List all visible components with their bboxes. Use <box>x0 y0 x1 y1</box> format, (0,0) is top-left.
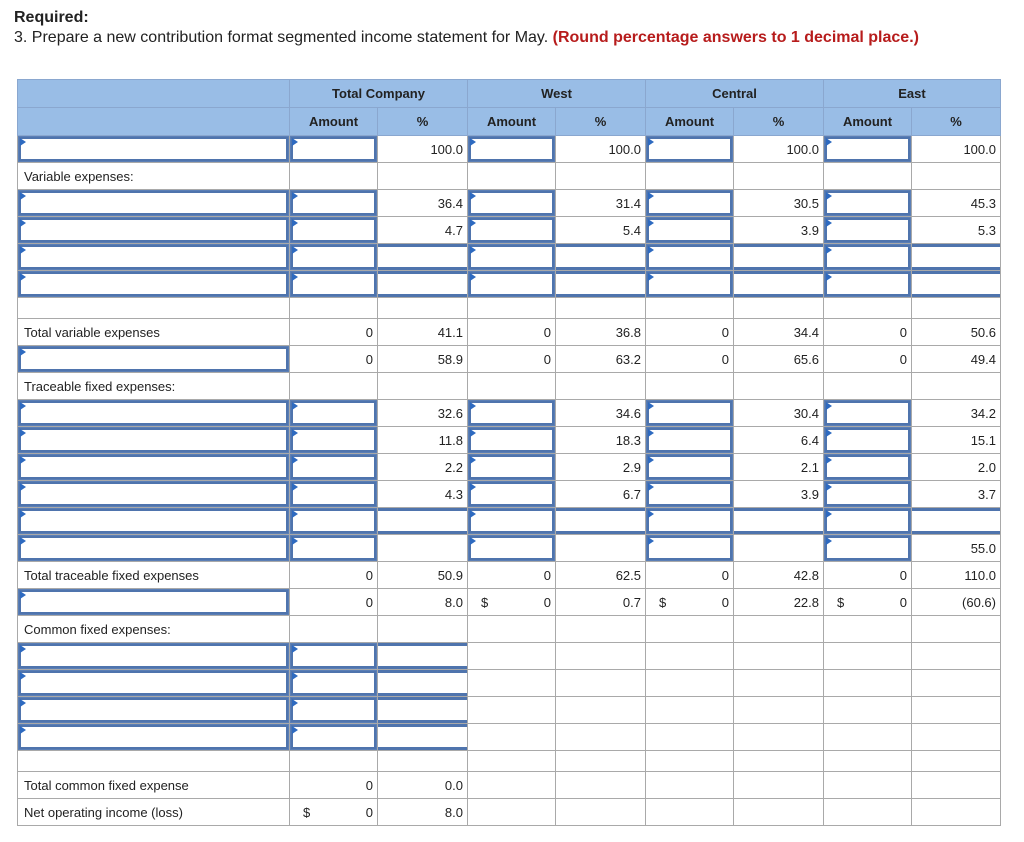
pct-value: 3.7 <box>912 481 1001 508</box>
amount-input[interactable] <box>290 271 378 298</box>
common-expense-row <box>18 643 1001 670</box>
col-pct: % <box>734 108 824 136</box>
label-input[interactable] <box>18 481 290 508</box>
amount-value <box>290 799 378 826</box>
amount-value: 0 <box>468 562 556 589</box>
col-pct: % <box>912 108 1001 136</box>
question-text: 3. Prepare a new contribution format segmented income statement for May. <box>14 29 549 46</box>
pct-value: 63.2 <box>556 346 646 373</box>
pct-value: 36.8 <box>556 319 646 346</box>
sales-row <box>18 136 1001 163</box>
amount-input[interactable] <box>646 244 734 271</box>
amount-input[interactable] <box>824 427 912 454</box>
total-common-label: Total common fixed expense <box>18 772 290 799</box>
amount-input[interactable] <box>290 697 378 724</box>
variable-expense-row <box>18 271 1001 298</box>
header-blank <box>18 108 290 136</box>
amount-input[interactable] <box>824 481 912 508</box>
pct-cell <box>378 643 468 670</box>
pct-value: 110.0 <box>912 562 1001 589</box>
amount-value: 0 <box>468 319 556 346</box>
pct-value: 18.3 <box>556 427 646 454</box>
total-common-row <box>18 772 1001 799</box>
pct-value: 62.5 <box>556 562 646 589</box>
rounding-instruction: (Round percentage answers to 1 decimal place.) <box>552 29 919 46</box>
common-expense-row <box>18 724 1001 751</box>
traceable-expense-row <box>18 427 1001 454</box>
segment-header-row <box>18 80 1001 108</box>
label-input[interactable] <box>18 454 290 481</box>
common-fixed-label: Common fixed expenses: <box>18 616 290 643</box>
label-input[interactable] <box>18 724 290 751</box>
currency-symbol: $ <box>303 805 311 820</box>
pct-cell <box>734 508 824 535</box>
amount-input[interactable] <box>290 454 378 481</box>
pct-value: 2.0 <box>912 454 1001 481</box>
variable-expense-row <box>18 190 1001 217</box>
pct-cell <box>912 271 1001 298</box>
amount-input[interactable] <box>646 136 734 163</box>
pct-value: 34.6 <box>556 400 646 427</box>
amount-value: 0 <box>290 772 378 799</box>
pct-value: 50.9 <box>378 562 468 589</box>
label-input[interactable] <box>18 190 290 217</box>
col-amount: Amount <box>290 108 378 136</box>
segment-west: West <box>468 80 646 108</box>
pct-cell <box>556 535 646 562</box>
variable-expense-row <box>18 217 1001 244</box>
pct-cell <box>378 697 468 724</box>
header-blank <box>18 80 290 108</box>
amount-input[interactable] <box>824 244 912 271</box>
pct-cell <box>378 244 468 271</box>
amount-input[interactable] <box>646 508 734 535</box>
amount-value: 0 <box>646 319 734 346</box>
amount-value: 0 <box>468 346 556 373</box>
amount-value: 0 <box>290 562 378 589</box>
pct-value: 100.0 <box>556 136 646 163</box>
amount-input[interactable] <box>290 244 378 271</box>
label-input[interactable] <box>18 400 290 427</box>
amount-value: 0 <box>290 319 378 346</box>
amount-input[interactable] <box>290 190 378 217</box>
pct-value: 11.8 <box>378 427 468 454</box>
pct-cell <box>378 535 468 562</box>
pct-value: 3.9 <box>734 481 824 508</box>
amount-input[interactable] <box>824 454 912 481</box>
amount-input[interactable] <box>468 217 556 244</box>
segmented-income-statement <box>17 79 1001 826</box>
variable-expense-row <box>18 244 1001 271</box>
pct-cell <box>734 244 824 271</box>
amount-input[interactable] <box>824 136 912 163</box>
traceable-expense-row <box>18 454 1001 481</box>
pct-value: 34.4 <box>734 319 824 346</box>
amount-input[interactable] <box>468 136 556 163</box>
pct-value: 49.4 <box>912 346 1001 373</box>
amount-value: 0 <box>290 589 378 616</box>
common-expense-row <box>18 697 1001 724</box>
question-line <box>14 28 919 48</box>
traceable-fixed-label: Traceable fixed expenses: <box>18 373 290 400</box>
variable-expenses-label: Variable expenses: <box>18 163 290 190</box>
amount-value: 0 <box>824 319 912 346</box>
amount-input[interactable] <box>646 427 734 454</box>
pct-value: 41.1 <box>378 319 468 346</box>
amount-value: 0 <box>646 562 734 589</box>
pct-value: 30.4 <box>734 400 824 427</box>
label-input[interactable] <box>18 271 290 298</box>
pct-cell <box>912 508 1001 535</box>
pct-value: 32.6 <box>378 400 468 427</box>
amount-input[interactable] <box>468 244 556 271</box>
pct-cell <box>556 508 646 535</box>
column-header-row <box>18 108 1001 136</box>
amount-input[interactable] <box>646 481 734 508</box>
amount-input[interactable] <box>824 190 912 217</box>
pct-value: 5.4 <box>556 217 646 244</box>
amount-input[interactable] <box>468 481 556 508</box>
amount-value <box>646 589 734 616</box>
pct-value: 65.6 <box>734 346 824 373</box>
amount-input[interactable] <box>468 508 556 535</box>
pct-value: 45.3 <box>912 190 1001 217</box>
amount-input[interactable] <box>468 271 556 298</box>
amount-value <box>468 589 556 616</box>
amount-input[interactable] <box>290 670 378 697</box>
label-input[interactable] <box>18 535 290 562</box>
pct-value: 100.0 <box>378 136 468 163</box>
amount-input[interactable] <box>468 535 556 562</box>
pct-value: 100.0 <box>912 136 1001 163</box>
pct-value: 36.4 <box>378 190 468 217</box>
amount-input[interactable] <box>824 217 912 244</box>
total-variable-label: Total variable expenses <box>18 319 290 346</box>
pct-value: 22.8 <box>734 589 824 616</box>
pct-value: 4.3 <box>378 481 468 508</box>
total-variable-row <box>18 319 1001 346</box>
pct-value: 0.0 <box>378 772 468 799</box>
required-heading: Required: <box>14 9 89 26</box>
pct-value: 6.7 <box>556 481 646 508</box>
segment-margin-row <box>18 589 1001 616</box>
label-input[interactable] <box>18 643 290 670</box>
traceable-expense-row <box>18 400 1001 427</box>
net-operating-income-row <box>18 799 1001 826</box>
variable-expenses-heading-row <box>18 163 1001 190</box>
pct-value: 3.9 <box>734 217 824 244</box>
amount-input[interactable] <box>646 454 734 481</box>
label-input[interactable] <box>18 589 290 616</box>
pct-value: 8.0 <box>378 589 468 616</box>
pct-value: 2.1 <box>734 454 824 481</box>
spacer-row <box>18 751 1001 772</box>
pct-cell <box>912 244 1001 271</box>
amount-input[interactable] <box>290 643 378 670</box>
pct-cell <box>734 271 824 298</box>
pct-value: 42.8 <box>734 562 824 589</box>
label-input[interactable] <box>18 244 290 271</box>
pct-value: 0.7 <box>556 589 646 616</box>
contribution-margin-row <box>18 346 1001 373</box>
total-traceable-row <box>18 562 1001 589</box>
amount-input[interactable] <box>646 535 734 562</box>
amount-input[interactable] <box>468 400 556 427</box>
label-input[interactable] <box>18 697 290 724</box>
amount-input[interactable] <box>824 508 912 535</box>
amount-input[interactable] <box>824 535 912 562</box>
amount-input[interactable] <box>290 724 378 751</box>
amount-input[interactable] <box>646 190 734 217</box>
pct-cell <box>556 271 646 298</box>
currency-symbol: $ <box>837 595 845 610</box>
col-amount: Amount <box>646 108 734 136</box>
label-input[interactable] <box>18 136 290 163</box>
pct-cell <box>378 508 468 535</box>
pct-cell <box>378 670 468 697</box>
traceable-expense-row <box>18 535 1001 562</box>
amount-value: 0 <box>290 346 378 373</box>
label-input[interactable] <box>18 346 290 373</box>
col-amount: Amount <box>468 108 556 136</box>
spacer-row <box>18 298 1001 319</box>
pct-cell <box>734 535 824 562</box>
amount-input[interactable] <box>468 427 556 454</box>
pct-cell <box>556 244 646 271</box>
common-expense-row <box>18 670 1001 697</box>
amount-number: 0 <box>365 805 373 820</box>
pct-value: 4.7 <box>378 217 468 244</box>
pct-value: (60.6) <box>912 589 1001 616</box>
amount-number: 0 <box>543 595 551 610</box>
label-input[interactable] <box>18 670 290 697</box>
traceable-expense-row <box>18 508 1001 535</box>
question-header <box>14 8 919 48</box>
pct-value: 2.2 <box>378 454 468 481</box>
col-pct: % <box>378 108 468 136</box>
amount-input[interactable] <box>290 535 378 562</box>
pct-cell <box>378 724 468 751</box>
pct-cell <box>378 271 468 298</box>
pct-value: 5.3 <box>912 217 1001 244</box>
segment-central: Central <box>646 80 824 108</box>
traceable-expense-row <box>18 481 1001 508</box>
pct-value: 55.0 <box>912 535 1001 562</box>
amount-input[interactable] <box>290 136 378 163</box>
col-pct: % <box>556 108 646 136</box>
segment-east: East <box>824 80 1001 108</box>
net-operating-income-label: Net operating income (loss) <box>18 799 290 826</box>
amount-value <box>824 589 912 616</box>
pct-value: 6.4 <box>734 427 824 454</box>
amount-number: 0 <box>899 595 907 610</box>
currency-symbol: $ <box>481 595 489 610</box>
amount-number: 0 <box>721 595 729 610</box>
col-amount: Amount <box>824 108 912 136</box>
total-traceable-label: Total traceable fixed expenses <box>18 562 290 589</box>
amount-input[interactable] <box>468 454 556 481</box>
amount-input[interactable] <box>646 271 734 298</box>
amount-input[interactable] <box>468 190 556 217</box>
label-input[interactable] <box>18 508 290 535</box>
amount-input[interactable] <box>290 400 378 427</box>
pct-value: 100.0 <box>734 136 824 163</box>
amount-input[interactable] <box>290 481 378 508</box>
amount-input[interactable] <box>824 271 912 298</box>
amount-value: 0 <box>824 562 912 589</box>
pct-value: 15.1 <box>912 427 1001 454</box>
amount-input[interactable] <box>824 400 912 427</box>
common-heading-row <box>18 616 1001 643</box>
pct-value: 58.9 <box>378 346 468 373</box>
traceable-heading-row <box>18 373 1001 400</box>
amount-value: 0 <box>646 346 734 373</box>
pct-value: 30.5 <box>734 190 824 217</box>
pct-value: 2.9 <box>556 454 646 481</box>
amount-input[interactable] <box>290 217 378 244</box>
label-input[interactable] <box>18 427 290 454</box>
pct-value: 31.4 <box>556 190 646 217</box>
pct-value: 8.0 <box>378 799 468 826</box>
label-input[interactable] <box>18 217 290 244</box>
amount-input[interactable] <box>646 217 734 244</box>
currency-symbol: $ <box>659 595 667 610</box>
amount-input[interactable] <box>290 508 378 535</box>
amount-input[interactable] <box>646 400 734 427</box>
pct-value: 50.6 <box>912 319 1001 346</box>
amount-value: 0 <box>824 346 912 373</box>
amount-input[interactable] <box>290 427 378 454</box>
segment-total-company: Total Company <box>290 80 468 108</box>
pct-value: 34.2 <box>912 400 1001 427</box>
